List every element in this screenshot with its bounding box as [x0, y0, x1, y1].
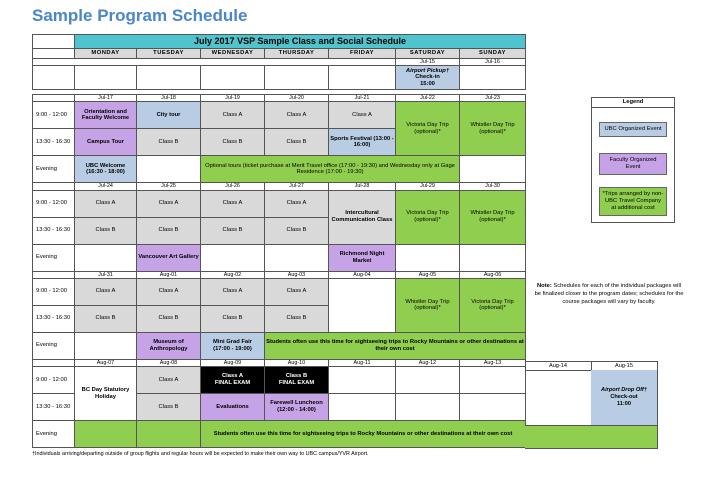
- time-label: 13:30 - 16:30: [33, 394, 75, 421]
- event-cell: City tour: [137, 102, 201, 129]
- date-cell: Jul-23: [460, 95, 526, 102]
- day-thursday: THURSDAY: [265, 49, 329, 59]
- schedule-note: [534, 283, 684, 306]
- exam-label: FINAL EXAM: [278, 380, 315, 387]
- ubc-welcome-time: (16:30 - 18:00): [86, 169, 125, 176]
- date-cell: Aug-08: [137, 359, 201, 366]
- date-cell: Jul-28: [329, 183, 396, 190]
- class-cell: Class A: [201, 102, 265, 129]
- date-cell: Aug-01: [137, 271, 201, 278]
- time-label: Evening: [33, 244, 75, 271]
- time-label: 13:30 - 16:30: [33, 305, 75, 332]
- day-trip-cell: Whistler Day Trip (optional)*: [460, 190, 526, 244]
- legend-trips: *Trips arranged by non-UBC Travel Company at additional cost: [599, 187, 667, 216]
- exam-class: Class A: [221, 373, 244, 380]
- date-cell: Aug-14: [525, 361, 592, 371]
- date-cell: Jul-22: [396, 95, 460, 102]
- date-cell: Aug-13: [460, 359, 526, 366]
- date-cell: Jul-17: [75, 95, 137, 102]
- event-cell: [265, 394, 329, 421]
- date-cell: Jul-25: [137, 183, 201, 190]
- time-label: 13:30 - 16:30: [33, 129, 75, 156]
- day-monday: MONDAY: [75, 49, 137, 59]
- event-cell: Sports Festival (13:00 - 16:00): [329, 129, 396, 156]
- class-cell: Class B: [75, 217, 137, 244]
- exam-class: Class B: [285, 373, 308, 380]
- event-cell: Campus Tour: [75, 129, 137, 156]
- class-cell: Class B: [265, 129, 329, 156]
- date-cell: Aug-15: [591, 361, 658, 371]
- exam-cell: [201, 367, 265, 394]
- class-cell: Class A: [75, 190, 137, 217]
- airport-dropoff-cell: [591, 370, 658, 426]
- optional-tours-cell: Optional tours (ticket purchase at Merit Travel office (17:00 - 19:30) and Wednesday only at Gage Residence (17:00 - 19:30): [201, 156, 460, 183]
- date-cell: Aug-06: [460, 271, 526, 278]
- class-cell: Class B: [201, 217, 265, 244]
- legend-faculty-organized: Faculty Organized Event: [599, 153, 667, 175]
- airport-dropoff-title: Airport Drop Off†: [601, 386, 647, 393]
- class-cell: Class A: [75, 278, 137, 305]
- schedule-banner: July 2017 VSP Sample Class and Social Schedule: [75, 35, 526, 49]
- class-cell: Class A: [201, 190, 265, 217]
- time-label: 9:00 - 12:00: [33, 367, 75, 394]
- date-cell: Jul-26: [201, 183, 265, 190]
- date-cell: Aug-11: [329, 359, 396, 366]
- holiday-cell: BC Day Statutory Holiday: [75, 367, 137, 421]
- time-label: Evening: [33, 421, 75, 448]
- class-cell: Class B: [137, 394, 201, 421]
- date-cell: Jul-18: [137, 95, 201, 102]
- note-label: Note:: [536, 283, 552, 289]
- day-header-row: [33, 49, 526, 59]
- event-cell: Orientation and Faculty Welcome: [75, 102, 137, 129]
- class-cell: Class B: [265, 305, 329, 332]
- day-tuesday: TUESDAY: [137, 49, 201, 59]
- class-cell: Class B: [137, 129, 201, 156]
- time-label: 9:00 - 12:00: [33, 190, 75, 217]
- class-cell: Class A: [137, 367, 201, 394]
- date-cell: Jul-15: [396, 59, 460, 66]
- time-label: Evening: [33, 156, 75, 183]
- airport-pickup-title: Airport Pickup†: [405, 67, 450, 74]
- airport-pickup-time: 15:00: [420, 81, 435, 88]
- event-cell: Evaluations: [201, 394, 265, 421]
- day-trip-cell: Victoria Day Trip (optional)*: [396, 190, 460, 244]
- date-cell: Aug-12: [396, 359, 460, 366]
- class-cell: Class A: [265, 190, 329, 217]
- date-cell: Jul-30: [460, 183, 526, 190]
- extension-columns: [525, 361, 657, 448]
- day-trip-cell: Victoria Day Trip (optional)*: [396, 102, 460, 156]
- date-cell: Jul-19: [201, 95, 265, 102]
- date-cell: Aug-07: [75, 359, 137, 366]
- page-title: Sample Program Schedule: [32, 6, 248, 25]
- date-cell: Jul-24: [75, 183, 137, 190]
- class-cell: Class B: [75, 305, 137, 332]
- date-cell: Aug-04: [329, 271, 396, 278]
- airport-dropoff-time: 11:00: [617, 401, 631, 408]
- class-cell: Class B: [137, 217, 201, 244]
- class-cell: Class A: [201, 278, 265, 305]
- event-cell: Vancouver Art Gallery: [137, 244, 201, 271]
- day-friday: FRIDAY: [329, 49, 396, 59]
- day-saturday: SATURDAY: [396, 49, 460, 59]
- event-cell: [75, 156, 137, 183]
- airport-dropoff-detail: Check-out: [610, 393, 638, 400]
- day-trip-cell: Victoria Day Trip (optional)*: [460, 278, 526, 332]
- class-cell: Class A: [265, 102, 329, 129]
- class-cell: Class A: [265, 278, 329, 305]
- note-text: Schedules for each of the individual packages will be finalized closer to the program dates; schedules for the course packages will vary by faculty.: [534, 283, 684, 305]
- date-cell: Aug-09: [201, 359, 265, 366]
- date-cell: Jul-27: [265, 183, 329, 190]
- exam-label: FINAL EXAM: [214, 380, 251, 387]
- exam-cell: [265, 367, 329, 394]
- date-cell: Aug-03: [265, 271, 329, 278]
- date-cell: Aug-02: [201, 271, 265, 278]
- footnote: †Individuals arriving/departing outside of group flights and regular hours will be expected to make their own way to UBC campus/YVR Airport.: [32, 451, 369, 457]
- schedule-table: [32, 34, 526, 448]
- sightseeing-cell: Students often use this time for sightseeing trips to Rocky Mountains or other destinations at their own cost: [265, 332, 526, 359]
- event-cell: Intercultural Communication Class: [329, 190, 396, 244]
- time-label: Evening: [33, 332, 75, 359]
- legend-title: Legend: [592, 98, 674, 108]
- date-cell: Jul-20: [265, 95, 329, 102]
- class-cell: Class A: [137, 278, 201, 305]
- date-cell: Jul-29: [396, 183, 460, 190]
- luncheon-title: Farewell Luncheon: [270, 400, 323, 407]
- date-cell: Jul-31: [75, 271, 137, 278]
- event-cell: [201, 332, 265, 359]
- event-cell: Museum of Anthropology: [137, 332, 201, 359]
- time-label: 13:30 - 16:30: [33, 217, 75, 244]
- grad-fair-title: Mini Grad Fair: [213, 339, 252, 346]
- airport-pickup-cell: [396, 66, 460, 90]
- date-cell: Aug-05: [396, 271, 460, 278]
- day-wednesday: WEDNESDAY: [201, 49, 265, 59]
- sightseeing-cell: Students often use this time for sightseeing trips to Rocky Mountains or other destinations at their own cost: [201, 421, 526, 448]
- day-trip-cell: Whistler Day Trip (optional)*: [396, 278, 460, 332]
- date-cell: Jul-16: [460, 59, 526, 66]
- event-cell: Richmond Night Market: [329, 244, 396, 271]
- class-cell: Class A: [137, 190, 201, 217]
- luncheon-time: (12:00 - 14:00): [277, 407, 316, 414]
- class-cell: Class B: [201, 305, 265, 332]
- day-sunday: SUNDAY: [460, 49, 526, 59]
- date-cell: Jul-21: [329, 95, 396, 102]
- class-cell: Class B: [201, 129, 265, 156]
- class-cell: Class B: [137, 305, 201, 332]
- legend-ubc-organized: UBC Organized Event: [599, 122, 667, 137]
- ubc-welcome-title: UBC Welcome: [85, 162, 126, 169]
- date-cell: Aug-10: [265, 359, 329, 366]
- time-label: 9:00 - 12:00: [33, 102, 75, 129]
- grad-fair-time: (17:00 - 19:00): [213, 345, 252, 352]
- day-trip-cell: Whistler Day Trip (optional)*: [460, 102, 526, 156]
- class-cell: Class B: [265, 217, 329, 244]
- class-cell: Class A: [329, 102, 396, 129]
- time-label: 9:00 - 12:00: [33, 278, 75, 305]
- airport-pickup-detail: Check-in: [415, 74, 440, 81]
- legend: [591, 97, 675, 223]
